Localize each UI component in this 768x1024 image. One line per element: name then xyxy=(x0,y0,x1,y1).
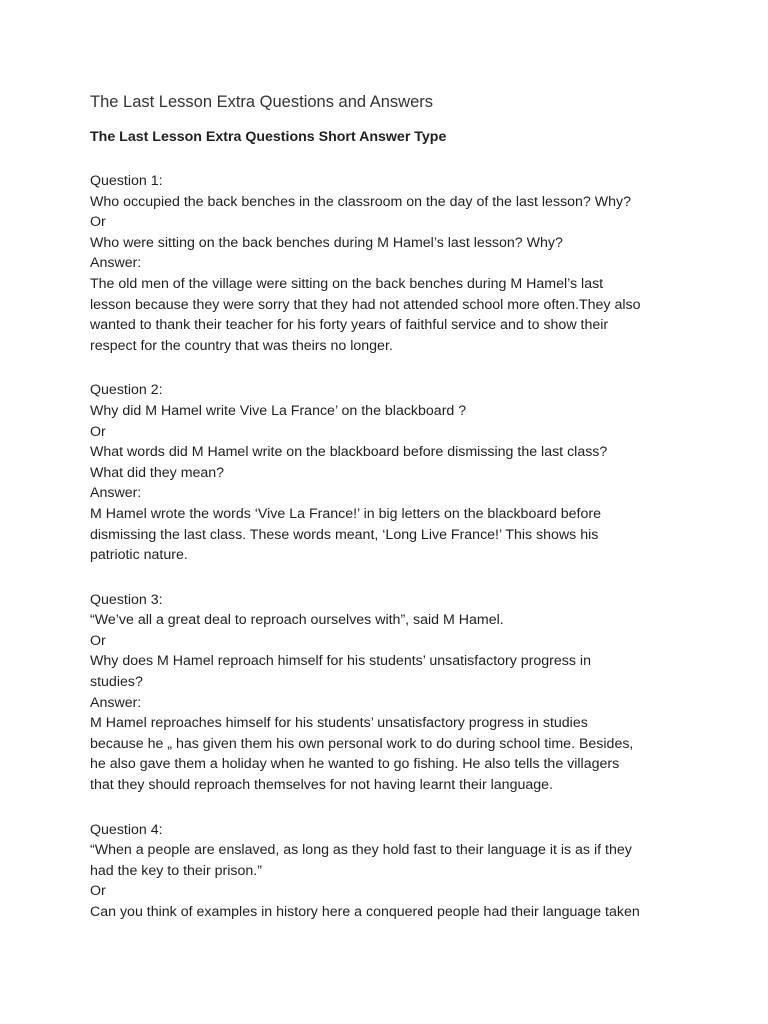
answer-text: respect for the country that was theirs no longer. xyxy=(90,337,393,354)
question-text-alt: What words did M Hamel write on the blackboard before dismissing the last class? xyxy=(90,444,608,461)
question-text: Who occupied the back benches in the classroom on the day of the last lesson? Why? xyxy=(90,193,632,210)
answer-text: patriotic nature. xyxy=(90,547,188,564)
answer-text: wanted to thank their teacher for his forty years of faithful service and to show their xyxy=(90,317,609,334)
or-label: Or xyxy=(90,214,106,231)
answer-text: he also gave them a holiday when he wanted to go fishing. He also tells the villagers xyxy=(90,756,620,773)
or-label: Or xyxy=(90,632,106,649)
question-label: Question 2: xyxy=(90,382,163,399)
answer-label: Answer: xyxy=(90,485,142,502)
answer-text: because he „ has given them his own personal work to do during school time. Besides, xyxy=(90,735,634,752)
question-label: Question 1: xyxy=(90,173,163,189)
document-page xyxy=(90,90,690,947)
question-block-3 xyxy=(90,590,690,796)
answer-text: lesson because they were sorry that they had not attended school more often.They also xyxy=(90,296,641,313)
answer-label: Answer: xyxy=(90,255,142,272)
question-text: Why did M Hamel write Vive La France’ on the blackboard ? xyxy=(90,402,467,419)
question-block-4 xyxy=(90,820,690,923)
answer-label: Answer: xyxy=(90,694,142,711)
answer-text: The old men of the village were sitting on the back benches during M Hamel’s last xyxy=(90,275,604,292)
question-text-alt: Can you think of examples in history here a conquered people had their language taken xyxy=(90,904,640,920)
question-text: “When a people are enslaved, as long as they hold fast to their language it is as if they xyxy=(90,842,632,859)
question-text-alt: Why does M Hamel reproach himself for his students’ unsatisfactory progress in xyxy=(90,653,591,670)
question-label: Question 3: xyxy=(90,591,163,608)
document-title: The Last Lesson Extra Questions and Answers xyxy=(90,93,434,111)
or-label: Or xyxy=(90,883,106,900)
question-block-1 xyxy=(90,171,690,356)
question-label: Question 4: xyxy=(90,821,163,838)
question-text: had the key to their prison.” xyxy=(90,862,262,879)
answer-text: M Hamel wrote the words ‘Vive La France!’ in big letters on the blackboard before xyxy=(90,505,602,522)
or-label: Or xyxy=(90,423,106,440)
answer-text: that they should reproach themselves for not having learnt their language. xyxy=(90,777,553,794)
question-text-alt: Who were sitting on the back benches during M Hamel’s last lesson? Why? xyxy=(90,234,563,251)
question-block-2 xyxy=(90,380,690,565)
question-text-alt: What did they mean? xyxy=(90,464,225,481)
answer-text: dismissing the last class. These words meant, ‘Long Live France!’ This shows his xyxy=(90,526,599,543)
answer-text: M Hamel reproaches himself for his students’ unsatisfactory progress in studies xyxy=(90,715,588,732)
section-title: The Last Lesson Extra Questions Short Answer Type xyxy=(90,129,447,145)
question-text-alt: studies? xyxy=(90,674,143,691)
question-text: “We’ve all a great deal to reproach ourselves with”, said M Hamel. xyxy=(90,612,504,629)
